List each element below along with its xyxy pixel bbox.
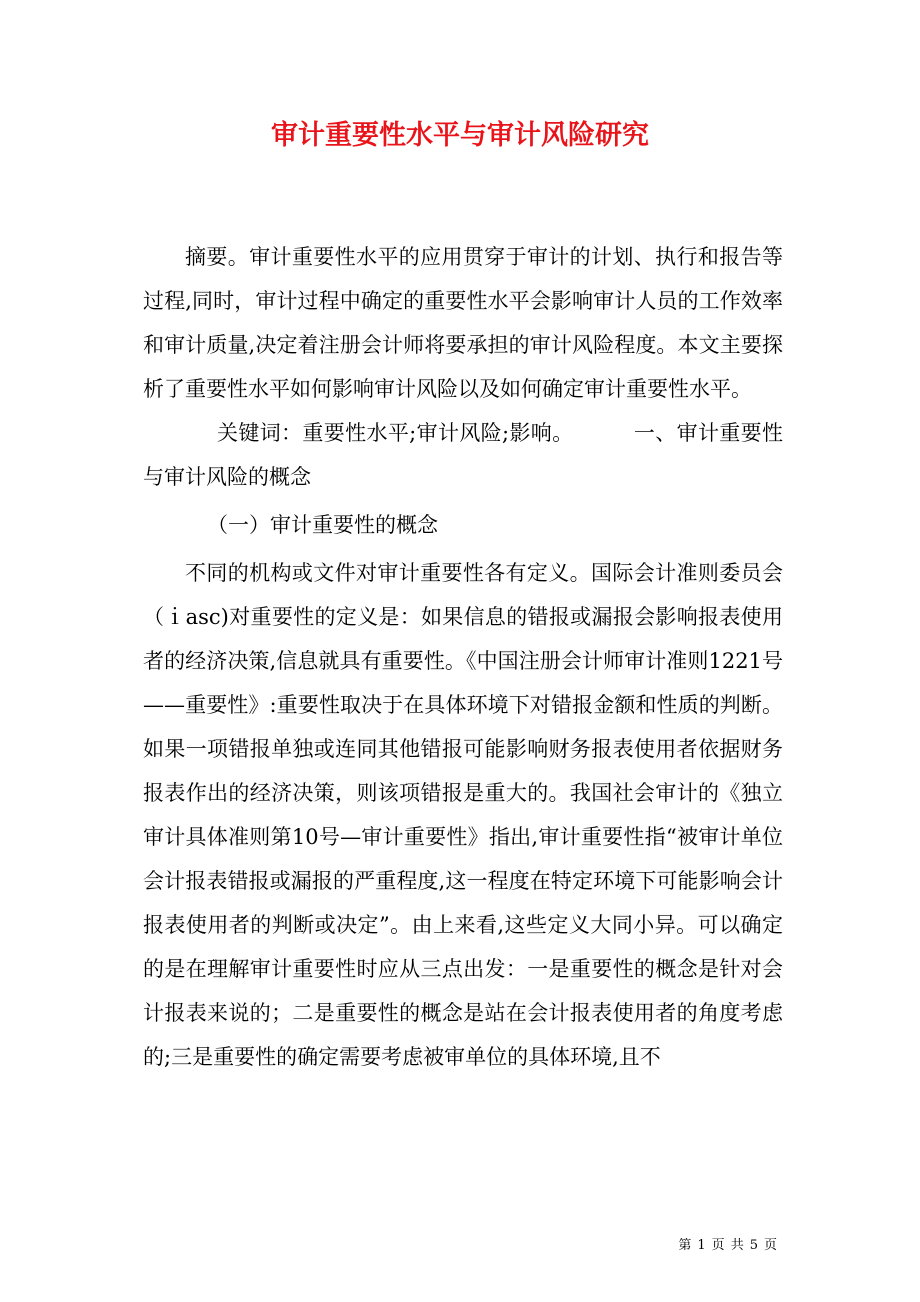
footer-current-page: 1 bbox=[697, 1238, 706, 1253]
keywords-text: 关键词：重要性水平;审计风险;影响。 bbox=[217, 421, 574, 445]
footer-page-unit: 页 bbox=[711, 1238, 725, 1253]
subsection-heading: （一）审计重要性的概念 bbox=[207, 513, 438, 537]
section-one-heading: 一、审计重要性与审计风险的概念 bbox=[143, 421, 784, 489]
body-paragraph: 不同的机构或文件对审计重要性各有定义。国际会计准则委员会（ｉasc)对重要性的定义是：如果信息的错报或漏报会影响报表使用者的经济决策,信息就具有重要性。《中国注册会计师审计准则1221号——重要性》:重要性取决于在具体环境下对错报金额和性质的判断。如果一项错报单独或连同其他错报可能影响财务报表使用者依据财务报表作出的经济决策，则该项错报是重大的。我国社会审计的《独立审计具体准则第10号—审计重要性》指出,审计重要性指“被审计单位会计报表错报或漏报的严重程度,这一程度在特定环境下可能影响会计报表使用者的判断或决定”。由上来看,这些定义大同小异。可以确定的是在理解审计重要性时应从三点出发：一是重要性的概念是针对会计报表来说的；二是重要性的概念是站在会计报表使用者的角度考虑的;三是重要性的确定需要考虑被审单位的具体环境,且不 bbox=[143, 561, 783, 1069]
footer-total-prefix: 共 bbox=[730, 1238, 744, 1253]
keywords-line bbox=[143, 411, 783, 499]
document-body bbox=[143, 235, 783, 1079]
document-title: 审计重要性水平与审计风险研究 bbox=[271, 120, 649, 151]
footer-suffix: 页 bbox=[763, 1238, 777, 1253]
footer-prefix: 第 bbox=[678, 1238, 692, 1253]
abstract-paragraph: 摘要。审计重要性水平的应用贯穿于审计的计划、执行和报告等过程,同时，审计过程中确定的重要性水平会影响审计人员的工作效率和审计质量,决定着注册会计师将要承担的审计风险程度。本文主要探析了重要性水平如何影响审计风险以及如何确定审计重要性水平。 bbox=[143, 245, 783, 401]
page-footer bbox=[675, 1236, 780, 1256]
footer-total-pages: 5 bbox=[749, 1238, 758, 1253]
